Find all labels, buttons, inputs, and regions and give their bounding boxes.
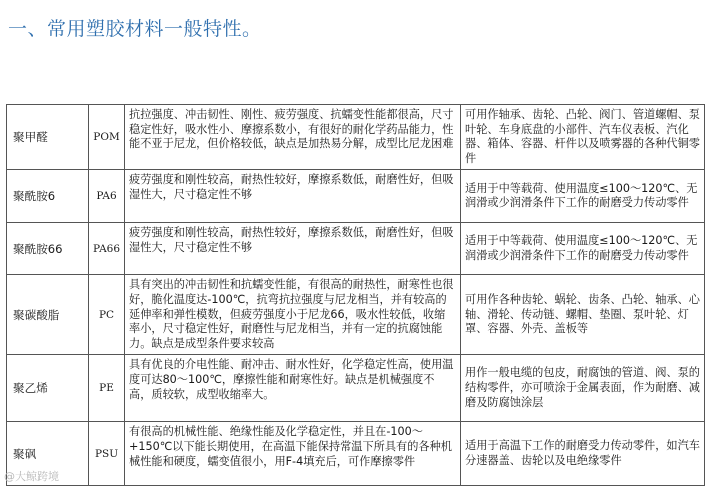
material-features: 疲劳强度和刚性较高，耐热性较好，摩擦系数低，耐磨性好，但吸湿性大，尺寸稳定性不够 bbox=[125, 170, 461, 223]
section-heading: 一、常用塑胶材料一般特性。 bbox=[8, 18, 262, 40]
material-name: 聚酰胺6 bbox=[7, 170, 89, 223]
material-uses: 用作一般电缆的包皮，耐腐蚀的管道、阀、泵的结构零件，亦可喷涂于金属表面，作为耐磨、减磨及防腐蚀涂层 bbox=[461, 355, 705, 422]
table-row bbox=[7, 422, 705, 486]
material-name: 聚甲醛 bbox=[7, 105, 89, 170]
material-uses: 适用于高温下工作的耐磨受力传动零件，如汽车分速器盖、齿轮以及电绝缘零件 bbox=[461, 422, 705, 486]
material-uses: 适用于中等载荷、使用温度≤100～120℃、无润滑或少润滑条件下工作的耐磨受力传动零件 bbox=[461, 170, 705, 223]
material-uses: 可用作轴承、齿轮、凸轮、阀门、管道螺帽、泵叶轮、车身底盘的小部件、汽车仪表板、汽化器、箱体、容器、杆件以及喷雾器的各种代铜零件 bbox=[461, 105, 705, 170]
material-abbr: PA6 bbox=[89, 170, 125, 223]
material-name: 聚碳酸脂 bbox=[7, 275, 89, 355]
plastic-properties-table bbox=[6, 104, 705, 486]
material-uses: 可用作各种齿轮、蜗轮、齿条、凸轮、轴承、心轴、滑轮、传动链、螺帽、垫圈、泵叶轮、灯罩、容器、外壳、盖板等 bbox=[461, 275, 705, 355]
table-row bbox=[7, 275, 705, 355]
material-features: 具有突出的冲击韧性和抗蠕变性能，有很高的耐热性，耐寒性也很好，脆化温度达-100℃，抗弯抗拉强度与尼龙相当，并有较高的延伸率和弹性模数，但疲劳强度小于尼龙66，吸水性较低，收缩率小，尺寸稳定性好，耐磨性与尼龙相当，并有一定的抗腐蚀能力。缺点是成型条件要求较高 bbox=[125, 275, 461, 355]
material-abbr: PA66 bbox=[89, 223, 125, 275]
material-features: 抗拉强度、冲击韧性、刚性、疲劳强度、抗蠕变性能都很高，尺寸稳定性好，吸水性小、摩擦系数小，有很好的耐化学药品能力，性能不亚于尼龙，但价格较低，缺点是加热易分解，成型比尼龙困难 bbox=[125, 105, 461, 170]
material-name: 聚砜 bbox=[7, 422, 89, 486]
material-abbr: PC bbox=[89, 275, 125, 355]
table-row bbox=[7, 223, 705, 275]
material-features: 疲劳强度和刚性较高，耐热性较好，摩擦系数低，耐磨性好，但吸湿性大，尺寸稳定性不够 bbox=[125, 223, 461, 275]
material-abbr: PE bbox=[89, 355, 125, 422]
material-features: 具有优良的介电性能、耐冲击、耐水性好，化学稳定性高，使用温度可达80～100℃，摩擦性能和耐寒性好。缺点是机械强度不高，质较软，成型收缩率大。 bbox=[125, 355, 461, 422]
material-name: 聚酰胺66 bbox=[7, 223, 89, 275]
material-uses: 适用于中等载荷、使用温度≤100～120℃、无润滑或少润滑条件下工作的耐磨受力传动零件 bbox=[461, 223, 705, 275]
material-features: 有很高的机械性能、绝缘性能及化学稳定性，并且在-100～+150℃以下能长期使用，在高温下能保持常温下所具有的各种机械性能和硬度，蠕变值很小，用F-4填充后，可作摩擦零件 bbox=[125, 422, 461, 486]
material-name: 聚乙烯 bbox=[7, 355, 89, 422]
material-abbr: POM bbox=[89, 105, 125, 170]
table-row bbox=[7, 355, 705, 422]
material-abbr: PSU bbox=[89, 422, 125, 486]
table-row bbox=[7, 170, 705, 223]
watermark: @大鲸跨境 bbox=[4, 470, 59, 483]
table-row bbox=[7, 105, 705, 170]
